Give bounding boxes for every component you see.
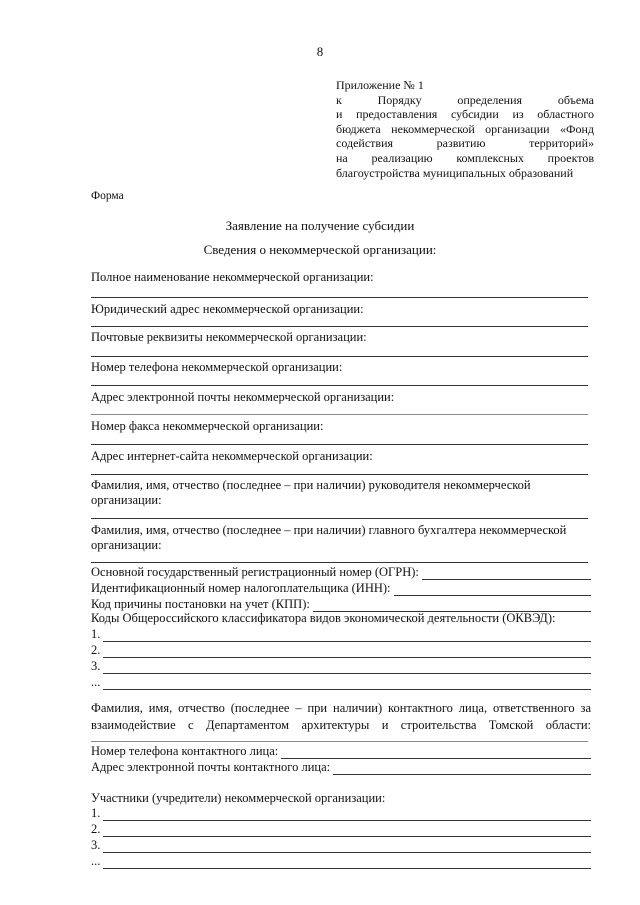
org-fax-label: Номер факса некоммерческой организации: [91, 419, 324, 433]
org-postal-details-label: Почтовые реквизиты некоммерческой организации: [91, 330, 367, 344]
founders-label: Участники (учредители) некоммерческой организации: [91, 791, 386, 805]
contact-phone-label: Номер телефона контактного лица: [91, 744, 279, 758]
contact-person-label: Фамилия, имя, отчество (последнее – при наличии) контактного лица, ответственного за взаимодействие с Департаментом архитектуры и строительства Томской области: [91, 701, 591, 732]
document-title: Заявление на получение субсидии [225, 218, 415, 233]
appendix-line: и предоставления субсидии из областного [336, 107, 594, 122]
okved-item [91, 675, 591, 690]
org-postal-details-field[interactable] [91, 356, 588, 357]
head-name-label: Фамилия, имя, отчество (последнее – при наличии) руководителя некоммерческой организации: [91, 478, 531, 507]
founder-item-field[interactable] [103, 824, 591, 837]
appendix-line: содействия развитию территорий» [336, 136, 594, 151]
org-full-name-field[interactable] [91, 297, 588, 298]
okved-item-number: 1. [91, 627, 101, 641]
document-subtitle: Сведения о некоммерческой организации: [203, 242, 437, 257]
okved-item-field[interactable] [103, 645, 591, 658]
appendix-line: на реализацию комплексных проектов [336, 150, 594, 165]
org-phone-label: Номер телефона некоммерческой организации: [91, 360, 343, 374]
okved-item [91, 643, 591, 658]
founder-item-number: 3. [91, 838, 101, 852]
org-legal-address-label: Юридический адрес некоммерческой организации: [91, 302, 364, 316]
founder-item-field[interactable] [103, 808, 591, 821]
okved-item-number: ... [91, 675, 101, 689]
okved-item [91, 627, 591, 642]
contact-email-field[interactable] [333, 762, 591, 775]
appendix-header [336, 78, 594, 180]
page-number: 8 [316, 44, 324, 59]
founder-item-number: 2. [91, 822, 101, 836]
appendix-line: бюджета некоммерческой организации «Фонд [336, 121, 594, 136]
accountant-name-field[interactable] [91, 562, 588, 563]
founder-item [91, 854, 591, 869]
ogrn-row [91, 565, 591, 580]
okved-item-field[interactable] [103, 677, 591, 690]
org-phone-field[interactable] [91, 385, 588, 386]
appendix-line: Приложение № 1 [336, 78, 424, 92]
appendix-line: к Порядку определения объема [336, 92, 594, 107]
okved-item-number: 3. [91, 659, 101, 673]
founder-item [91, 822, 591, 837]
founder-item-field[interactable] [103, 840, 591, 853]
inn-row [91, 581, 591, 596]
okved-item-number: 2. [91, 643, 101, 657]
okved-label: Коды Общероссийского классификатора видов экономической деятельности (ОКВЭД): [91, 611, 556, 625]
contact-person-field[interactable] [91, 741, 588, 742]
org-email-label: Адрес электронной почты некоммерческой организации: [91, 390, 395, 404]
org-website-label: Адрес интернет-сайта некоммерческой организации: [91, 449, 373, 463]
org-website-field[interactable] [91, 474, 588, 475]
kpp-label: Код причины постановки на учет (КПП): [91, 597, 310, 611]
founder-item-field[interactable] [103, 856, 591, 869]
okved-item-field[interactable] [103, 629, 591, 642]
ogrn-field[interactable] [422, 567, 591, 580]
okved-item [91, 659, 591, 674]
appendix-line: благоустройства муниципальных образований [336, 165, 574, 180]
founder-item [91, 838, 591, 853]
accountant-name-label: Фамилия, имя, отчество (последнее – при наличии) главного бухгалтера некоммерческой организации: [91, 523, 567, 552]
org-email-field[interactable] [91, 414, 588, 415]
founder-item [91, 806, 591, 821]
contact-email-row [91, 760, 591, 775]
contact-phone-field[interactable] [281, 746, 591, 759]
contact-phone-row [91, 744, 591, 759]
inn-field[interactable] [394, 583, 591, 596]
contact-email-label: Адрес электронной почты контактного лица: [91, 760, 331, 774]
org-full-name-label: Полное наименование некоммерческой организации: [91, 270, 374, 284]
org-legal-address-field[interactable] [91, 326, 588, 327]
form-label: Форма [91, 190, 124, 202]
ogrn-label: Основной государственный регистрационный номер (ОГРН): [91, 565, 419, 579]
inn-label: Идентификационный номер налогоплательщика (ИНН): [91, 581, 391, 595]
okved-item-field[interactable] [103, 661, 591, 674]
founder-item-number: ... [91, 854, 101, 868]
kpp-row [91, 597, 591, 612]
founder-item-number: 1. [91, 806, 101, 820]
head-name-field[interactable] [91, 518, 588, 519]
org-fax-field[interactable] [91, 444, 588, 445]
